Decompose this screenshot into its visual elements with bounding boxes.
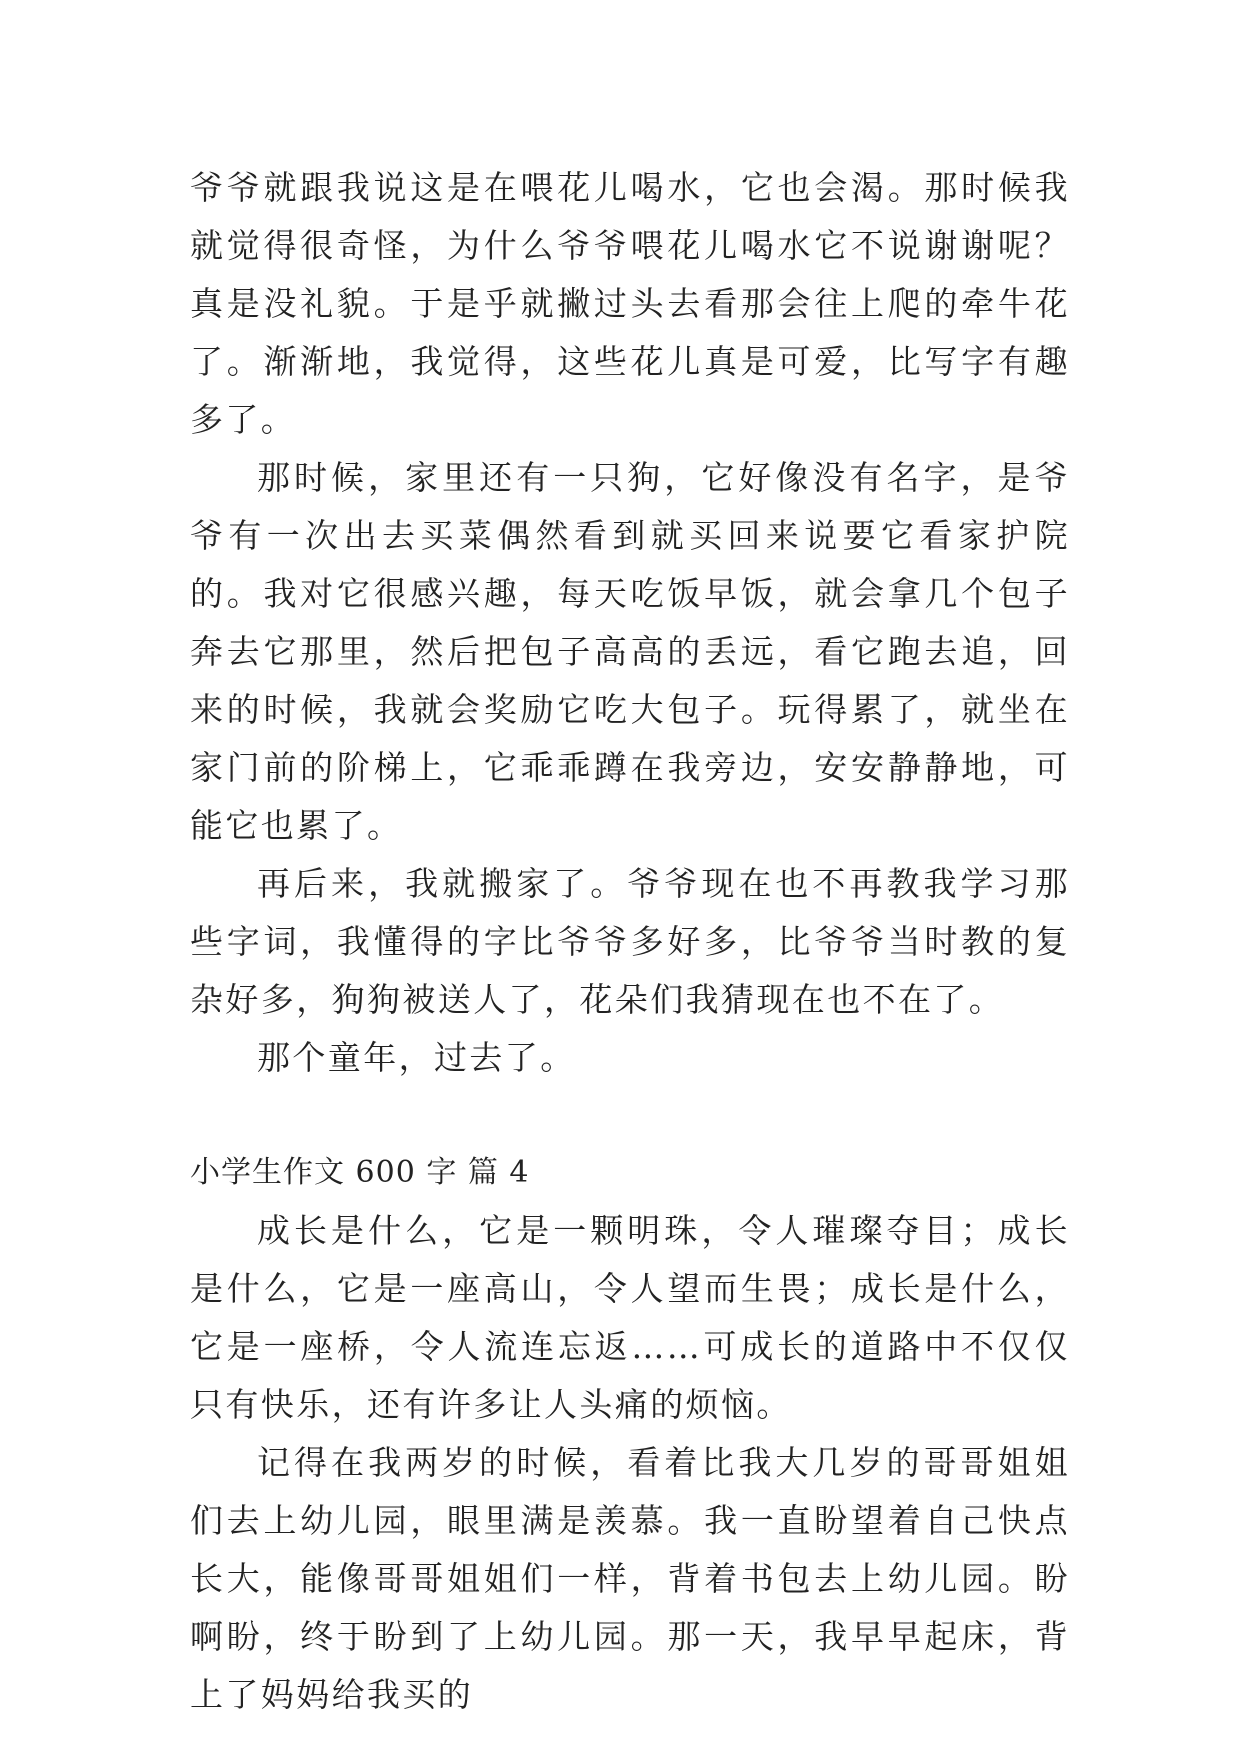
document-body: [190, 159, 1070, 1724]
paragraph-kindergarten: 记得在我两岁的时候，看着比我大几岁的哥哥姐姐们去上幼儿园，眼里满是羡慕。我一直盼望着自己快点长大，能像哥哥姐姐们一样，背着书包去上幼儿园。盼啊盼，终于盼到了上幼儿园。那一天，我早早起床，背上了妈妈给我买的: [190, 1443, 1070, 1714]
paragraph-dog: 那时候，家里还有一只狗，它好像没有名字，是爷爷有一次出去买菜偶然看到就买回来说要它看家护院的。我对它很感兴趣，每天吃饭早饭，就会拿几个包子奔去它那里，然后把包子高高的丢远，看它跑去追，回来的时候，我就会奖励它吃大包子。玩得累了，就坐在家门前的阶梯上，它乖乖蹲在我旁边，安安静静地，可能它也累了。: [190, 458, 1070, 845]
paragraph-continuation: 爷爷就跟我说这是在喂花儿喝水，它也会渴。那时候我就觉得很奇怪，为什么爷爷喂花儿喝水它不说谢谢呢？真是没礼貌。于是乎就撇过头去看那会往上爬的牵牛花了。渐渐地，我觉得，这些花儿真是可爱，比写字有趣多了。: [190, 168, 1070, 439]
paragraph-moving: 再后来，我就搬家了。爷爷现在也不再教我学习那些字词，我懂得的字比爷爷多好多，比爷爷当时教的复杂好多，狗狗被送人了，花朵们我猜现在也不在了。: [190, 864, 1070, 1019]
paragraph-growth-intro: 成长是什么，它是一颗明珠，令人璀璨夺目；成长是什么，它是一座高山，令人望而生畏；成长是什么，它是一座桥，令人流连忘返……可成长的道路中不仅仅只有快乐，还有许多让人头痛的烦恼。: [190, 1211, 1070, 1424]
section-title: 小学生作文 600 字 篇 4: [190, 1155, 530, 1190]
paragraph-childhood-end: 那个童年，过去了。: [257, 1038, 576, 1077]
